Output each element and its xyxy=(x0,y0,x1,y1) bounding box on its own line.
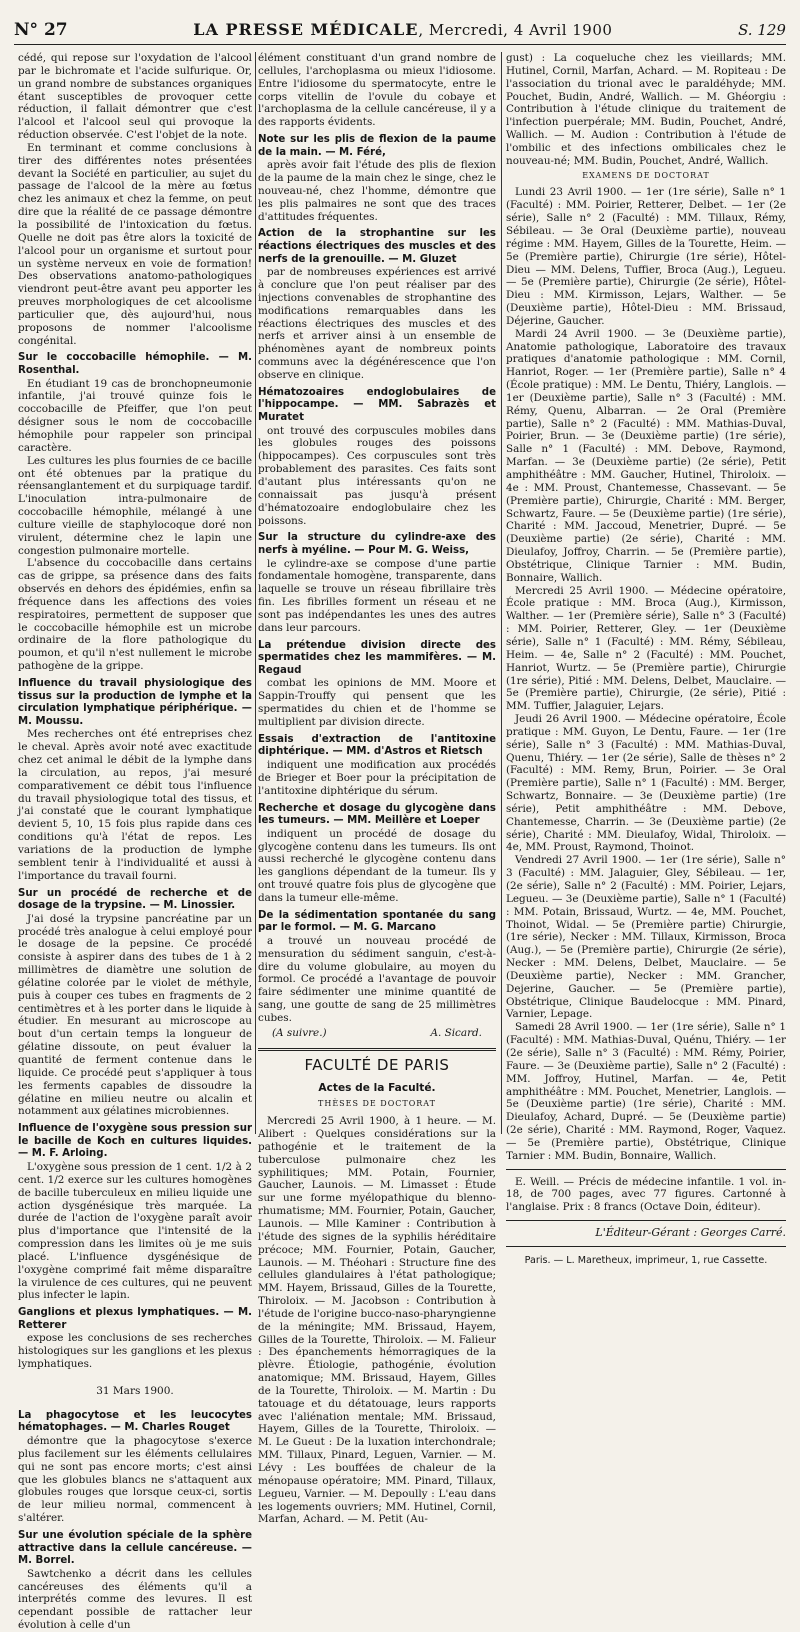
article-heading: Sur une évolution spéciale de la sphère attractive dans la cellule cancéreuse. — M. Borrel. xyxy=(18,1529,252,1567)
article-heading: La phagocytose et les leucocytes hématophages. — M. Charles Rouget xyxy=(18,1409,252,1434)
paragraph: par de nombreuses expériences est arrivé à conclure que l'on peut réaliser par des injections convenables de strophantine des modifications remarquables dans les réactions électriques des muscles et des nerfs et arriver ainsi à un ensemble de phénomènes ayant de nombreux points communs avec la dégénérescence que l'on observe en clinique. xyxy=(258,266,496,381)
paragraph: J'ai dosé la trypsine pancréatine par un procédé très analogue à celui employé pour le dosage de la pepsine. Ce procédé consiste à aspirer dans des tubes de 1 à 2 millimètres de diamètre une solution de gélatine colorée par le violet de méthyle, puis à couper ces tubes en fragments de 2 centimètres et à les porter dans le liquide à étudier. En mesurant au microscope au bout d'un certain temps la longueur de gélatine dissoute, on peut évaluer la quantité de ferment contenue dans le liquide. Ce procédé peut s'appliquer à tous les ferments capables de dissoudre la gélatine en milieu neutre ou alcalin et notamment aux gélatines microbiennes. xyxy=(18,912,252,1118)
paragraph: démontre que la phagocytose s'exerce plus facilement sur les éléments cellulaires qui ne sont pas encore morts; c'est ainsi que les globules blancs ne s'attaquent aux globules rouges que lorsque ceux-ci, sortis de leur milieu normal, commencent à s'altérer. xyxy=(18,1435,252,1525)
column-divider xyxy=(255,52,256,1134)
paragraph: Mercredi 25 Avril 1900. — Médecine opératoire, École pratique : MM. Broca (Aug.), Kirmisson, Walther. — 1er (Première série), Salle n° 3 (Faculté) : MM. Poirier, Retterer, Gley. — 1er (Deuxième série), Salle n° 1 (Faculté) : MM. Rémy, Sébileau, Heim. — 4e, Salle n° 2 (Faculté) : MM. Pouchet, Hanriot, Wurtz. — 5e (Première partie), Chirurgie (1re série), Pitié : MM. Delens, Delbet, Mauclaire. — 5e (Première partie), Chirurgie, (2e série), Pitié : MM. Tuffier, Jalaguier, Lejars. xyxy=(506,584,786,713)
paragraph: après avoir fait l'étude des plis de flexion de la paume de la main chez le singe, chez le nouveau-né, chez l'homme, démontre que les plis palmaires ne sont que des traces d'attitudes fréquentes. xyxy=(258,159,496,223)
paragraph: Samedi 28 Avril 1900. — 1er (1re série), Salle n° 1 (Faculté) : MM. Mathias-Duval, Quénu, Thiéry. — 1er (2e série), Salle n° 3 (Faculté) : MM. Rémy, Poirier, Faure. — 3e (Deuxième partie), Salle n° 2 (Faculté) : MM. Joffroy, Hutinel, Marfan. — 4e, Petit amphithéâtre : MM. Pouchet, Menetrier, Langlois. — 5e (Deuxième partie) (1re série), Charité : MM. Dieulafoy, Achard, Dupré. — 5e (Deuxième partie) (2e série), Charité : MM. Raymond, Roger, Vaquez. — 5e (Première partie), Obstétrique, Clinique Tarnier : MM. Budin, Bonnaire, Wallich. xyxy=(506,1021,786,1162)
printer-line: Paris. — L. Maretheux, imprimeur, 1, rue Cassette. xyxy=(524,1254,768,1266)
column-2 xyxy=(258,52,496,1526)
book-notice: E. Weill. — Précis de médecine infantile. 1 vol. in-18, de 700 pages, avec 77 figures. Cartonné à l'anglaise. Prix : 8 francs (Octave Doin, éditeur). xyxy=(506,1175,786,1214)
journal-title: LA PRESSE MÉDICALE xyxy=(193,20,419,39)
paragraph: Jeudi 26 Avril 1900. — Médecine opératoire, École pratique : MM. Guyon, Le Dentu, Faure. — 1er (1re série), Salle n° 3 (Faculté) : MM. Mathias-Duval, Quenu, Thiéry. — 1er (2e série), Salle de thèses n° 2 (Faculté) : MM. Remy, Brun, Poirier. — 3e Oral (Première partie), Salle n° 1 (Faculté) : MM. Berger, Schwartz, Bonnaire. — 3e (Deuxième partie) (1re série), Petit amphithéâtre : MM. Debove, Chantemesse, Charrin. — 3e (Deuxième partie) (2e série), Charité : MM. Dieulafoy, Widal, Thiroloix. — 4e, MM. Proust, Raymond, Thoinot. xyxy=(506,713,786,854)
issue-date: , Mercredi, 4 Avril 1900 xyxy=(418,21,613,39)
page-number: S. 129 xyxy=(738,21,786,39)
article-heading: Sur la structure du cylindre-axe des nerfs à myéline. — Pour M. G. Weiss, xyxy=(258,532,496,556)
paragraph: Les cultures les plus fournies de ce bacille ont été obtenues par la pratique du réensanglantement et du surpiquage tardif. L'inoculation intra-pulmonaire de coccobacille hémophile, mélangé à une culture vieille de staphylocoque doré non virulent, détermine chez le lapin une congestion pulmonaire mortelle. xyxy=(18,454,252,557)
signature-line xyxy=(258,1027,496,1040)
paragraph: le cylindre-axe se compose d'une partie fondamentale homogène, transparente, dans laquelle se trouve un réseau fibrillaire très fin. Les fibrilles forment un réseau et ne sont pas indépendantes les unes des autres dans leur parcours. xyxy=(258,557,496,634)
paragraph: cédé, qui repose sur l'oxydation de l'alcool par le bichromate et l'acide sulfurique. Or, un grand nombre de substances organiques étant susceptibles de provoquer cette réduction, il fallait démontrer que c'est l'alcool et l'alcool seul qui provoque la réduction observée. C'est l'objet de la note. xyxy=(18,52,252,142)
article-heading: Essais d'extraction de l'antitoxine diphtérique. — MM. d'Astros et Rietsch xyxy=(258,733,496,758)
section-rule xyxy=(506,1169,786,1170)
masthead xyxy=(193,20,612,39)
paragraph: ont trouvé des corpuscules mobiles dans les globules rouges des poissons (hippocampes). Ces corpuscules sont très probablement des parasites. Ces faits sont d'autant plus intéressants qu'on ne connaissait pas jusqu'à présent d'hématozoaire endoglobulaire chez les poissons. xyxy=(258,424,496,527)
paragraph: a trouvé un nouveau procédé de mensuration du sédiment sanguin, c'est-à-dire du volume globulaire, au moyen du formol. Ce procédé a l'avantage de pouvoir faire sédimenter une minime quantité de sang, une goutte de sang de 25 millimètres cubes. xyxy=(258,934,496,1024)
author-signature: A. Sicard. xyxy=(430,1026,482,1039)
article-heading: Hématozoaires endoglobulaires de l'hippocampe. — MM. Sabrazès et Muratet xyxy=(258,386,496,424)
article-heading: Action de la strophantine sur les réactions électriques des muscles et des nerfs de la grenouille. — M. Gluzet xyxy=(258,228,496,265)
paragraph: gust) : La coqueluche chez les vieillards; MM. Hutinel, Cornil, Marfan, Achard. — M. Ropiteau : De l'association du trional avec le paraldéhyde; MM. Pouchet, Budin, André, Wallich. — M. Ghéorgiu : Contribution à l'étude clinique du traitement de l'infection puerpérale; MM. Budin, Pouchet, André, Wallich. — M. Audion : Contribution à l'étude de l'ombilic et des infections ombilicales chez le nouveau-né; MM. Budin, Pouchet, André, Wallich. xyxy=(506,52,786,167)
paragraph: combat les opinions de MM. Moore et Sappin-Trouffy qui pensent que les spermatides du chien et de l'homme se multiplient par division directe. xyxy=(258,677,496,728)
section-rule xyxy=(506,1220,786,1221)
issue-number: N° 27 xyxy=(14,20,68,40)
paragraph: Vendredi 27 Avril 1900. — 1er (1re série), Salle n° 3 (Faculté) : MM. Jalaguier, Gley, Sébileau. — 1er, (2e série), Salle n° 2 (Faculté) : MM. Poirier, Lejars, Legueu. — 3e (Deuxième partie), Salle n° 1 (Faculté) : MM. Potain, Brissaud, Wurtz. — 4e, MM. Pouchet, Thoinot, Widal. — 5e (Première partie) Chirurgie, (1re série), Necker : MM. Tillaux, Kirmisson, Broca (Aug.), — 5e (Première partie), Chirurgie (2e série), Necker : MM. Delens, Delbet, Mauclaire. — 5e (Deuxième partie), Necker : MM. Grancher, Dejerine, Gaucher. — 5e (Première partie), Obstétrique, Clinique Baudelocque : MM. Pinard, Varnier, Lepage. xyxy=(506,854,786,1021)
paragraph: En terminant et comme conclusions à tirer des différentes notes présentées devant la Société en particulier, au sujet du passage de l'alcool de la mère au fœtus chez les animaux et chez la femme, on peut dire que la réalité de ce passage démontre la possibilité de l'intoxication du fœtus. Quelle ne doit pas être alors la toxicité de l'alcool pour un organisme et surtout pour un système nerveux en voie de formation! Des observations anatomo-pathologiques viendront peut-être avant peu apporter les preuves morphologiques de cet alcoolisme particulier que, dès aujourd'hui, nous proposons de nommer l'alcoolisme congénital. xyxy=(18,141,252,347)
subsection-label: EXAMENS DE DOCTORAT xyxy=(582,170,710,180)
column-3 xyxy=(506,52,786,1266)
section-subtitle: Actes de la Faculté. xyxy=(318,1081,436,1094)
column-1 xyxy=(18,52,252,1632)
section-rule xyxy=(258,1048,496,1051)
editor-line: L'Éditeur-Gérant : Georges Carré. xyxy=(595,1226,786,1240)
article-heading: Sur le coccobacille hémophile. — M. Rosenthal. xyxy=(18,352,252,376)
article-heading: La prétendue division directe des spermatides chez les mammifères. — M. Regaud xyxy=(258,639,496,676)
article-heading: Sur un procédé de recherche et de dosage de la trypsine. — M. Linossier. xyxy=(18,887,252,912)
subsection-label: THÈSES DE DOCTORAT xyxy=(318,1099,436,1109)
article-heading: Note sur les plis de flexion de la paume de la main. — M. Féré, xyxy=(258,134,496,158)
paragraph: indiquent un procédé de dosage du glycogène contenu dans les tumeurs. Ils ont aussi recherché le glycogène contenu dans les ganglions dépendant de la tumeur. Ils y ont trouvé quatre fois plus de glycogène que dans la tumeur elle-même. xyxy=(258,827,496,904)
article-heading: Influence du travail physiologique des tissus sur la production de lymphe et la circulation lymphatique périphérique. — M. Moussu. xyxy=(18,678,252,727)
article-heading: Ganglions et plexus lymphatiques. — M. Retterer xyxy=(18,1307,252,1331)
paragraph: expose les conclusions de ses recherches histologiques sur les ganglions et les plexus lymphatiques. xyxy=(18,1332,252,1371)
paragraph: Lundi 23 Avril 1900. — 1er (1re série), Salle n° 1 (Faculté) : MM. Poirier, Retterer, Delbet. — 1er (2e série), Salle n° 2 (Faculté) : MM. Tillaux, Rémy, Sébileau. — 3e Oral (Deuxième partie), nouveau régime : MM. Hayem, Gilles de la Tourette, Heim. — 5e (Première partie), Chirurgie (1re série), Hôtel-Dieu — MM. Delens, Tuffier, Broca (Aug.), Legueu. — 5e (Première partie), Chirurgie (2e série), Hôtel-Dieu : MM. Kirmisson, Lejars, Walther. — 5e (Deuxième partie), Hôtel-Dieu : MM. Brissaud, Déjerine, Gaucher. xyxy=(506,186,786,327)
paragraph: L'absence du coccobacille dans certains cas de grippe, sa présence dans des faits observés en dehors des épidémies, enfin sa fréquence dans les affections des voies respiratoires, permettent de supposer que le coccobacille hémophile est un microbe ordinaire de la flore pathologique du poumon, et qu'il n'est nullement le microbe pathogène de la grippe. xyxy=(18,557,252,673)
section-date: 31 Mars 1900. xyxy=(96,1384,174,1397)
paragraph: L'oxygène sous pression de 1 cent. 1/2 à 2 cent. 1/2 exerce sur les cultures homogènes de bacille tuberculeux en milieu liquide une action dysgénésique très marquée. La durée de l'action de l'oxygène paraît avoir plus d'importance que l'intensité de la compression dans les limites où je me suis placé. L'influence dysgénésique de l'oxygène comprimé fait même disparaître la virulence de ces cultures, qui ne peuvent plus infecter le lapin. xyxy=(18,1160,252,1302)
paragraph: Mercredi 25 Avril 1900, à 1 heure. — M. Alibert : Quelques considérations sur la pathogénie et le traitement de la tuberculose pulmonaire chez les syphilitiques; MM. Potain, Fournier, Gaucher, Launois. — M. Limasset : Étude sur une forme myélopathique du blenno-rhumatisme; MM. Fournier, Potain, Gaucher, Launois. — Mlle Kaminer : Contribution à l'étude des signes de la syphilis héréditaire précoce; MM. Fournier, Potain, Gaucher, Launois. — M. Théohari : Structure fine des cellules glandulaires à l'état pathologique; MM. Hayem, Brissaud, Gilles de la Tourette, Thiroloix. — M. Jacobson : Contribution à l'étude de l'origine bucco-naso-pharyngienne de la méningite; MM. Brissaud, Hayem, Gilles de la Tourette, Thiroloix. — M. Falieur : Des épanchements hémorragiques de la plèvre. Étiologie, pathogénie, évolution anatomique; MM. Brissaud, Hayem, Gilles de la Tourette, Thiroloix. — M. Martin : Du tatouage et du détatouage, leurs rapports avec l'aliénation mentale; MM. Brissaud, Hayem, Gilles de la Tourette, Thiroloix. — M. Le Gueut : De la luxation interchondrale; MM. Tillaux, Pinard, Leguen, Varnier. — M. Lévy : Les bouffées de chaleur de la ménopause opératoire; MM. Pinard, Tillaux, Legueu, Varnier. — M. Depoully : L'eau dans les logements ouvriers; MM. Hutinel, Cornil, Marfan, Achard. — M. Petit (Au- xyxy=(258,1115,496,1526)
to-be-continued: (A suivre.) xyxy=(272,1026,327,1039)
paragraph: indiquent une modification aux procédés de Brieger et Boer pour la précipitation de l'antitoxine diphtérique du sérum. xyxy=(258,758,496,797)
paragraph: Mes recherches ont été entreprises chez le cheval. Après avoir noté avec exactitude chez cet animal le débit de la lymphe dans la circulation, au repos, j'ai mesuré comparativement ce débit tous l'influence du travail physiologique total des tissus, et j'ai constaté que le courant lymphatique devient 5, 10, 15 fois plus rapide dans ces conditions qu'à l'état de repos. Les variations de la production de lymphe semblent tenir à l'individualité et aussi à l'importance du travail fourni. xyxy=(18,728,252,882)
section-rule xyxy=(506,1246,786,1247)
section-title: FACULTÉ DE PARIS xyxy=(304,1055,450,1074)
paragraph: En étudiant 19 cas de bronchopneumonie infantile, j'ai trouvé quinze fois le coccobacille de Pfeiffer, que l'on peut désigner sous le nom de coccobacille hémophile pour rappeler son principal caractère. xyxy=(18,377,252,454)
article-heading: De la sédimentation spontanée du sang par le formol. — M. G. Marcano xyxy=(258,909,496,934)
article-heading: Influence de l'oxygène sous pression sur le bacille de Koch en cultures liquides. — M. F. Arloing. xyxy=(18,1123,252,1160)
page-header xyxy=(14,20,786,45)
column-divider xyxy=(501,52,502,1134)
paragraph: Mardi 24 Avril 1900. — 3e (Deuxième partie), Anatomie pathologique, Laboratoire des travaux pratiques d'anatomie pathologique : MM. Cornil, Hanriot, Roger. — 1er (Première partie), Salle n° 4 (École pratique) : MM. Le Dentu, Thiéry, Langlois. — 1er (Deuxième partie), Salle n° 3 (Faculté) : MM. Rémy, Quenu, Albarran. — 2e Oral (Première partie), Salle n° 2 (Faculté) : MM. Mathias-Duval, Poirier, Brun. — 3e (Deuxième partie) (1re série), Salle n° 1 (Faculté) : MM. Debove, Raymond, Marfan. — 3e (Deuxième partie) (2e série), Petit amphithéâtre : MM. Gaucher, Hutinel, Thiroloix. — 4e : MM. Proust, Chantemesse, Chassevant. — 5e (Première partie), Chirurgie, Charité : MM. Berger, Schwartz, Faure. — 5e (Deuxième partie) (1re série), Charité : MM. Jaccoud, Menetrier, Dupré. — 5e (Deuxième partie) (2e série), Charité : MM. Dieulafoy, Joffroy, Charrin. — 5e (Première partie), Obstétrique, Clinique Tarnier : MM. Budin, Bonnaire, Wallich. xyxy=(506,327,786,584)
article-heading: Recherche et dosage du glycogène dans les tumeurs. — MM. Meillère et Loeper xyxy=(258,802,496,827)
paragraph: élément constituant d'un grand nombre de cellules, l'archoplasma ou mieux l'idiosome. Entre l'idiosome du spermatocyte, entre le corps vitellin de l'ovule du cobaye et l'archoplasma de la cellule cancéreuse, il y a des rapports évidents. xyxy=(258,52,496,129)
paragraph: Sawtchenko a décrit dans les cellules cancéreuses des éléments qu'il a interprétés comme des levures. Il est cependant possible de rattacher leur évolution à celle d'un xyxy=(18,1567,252,1632)
